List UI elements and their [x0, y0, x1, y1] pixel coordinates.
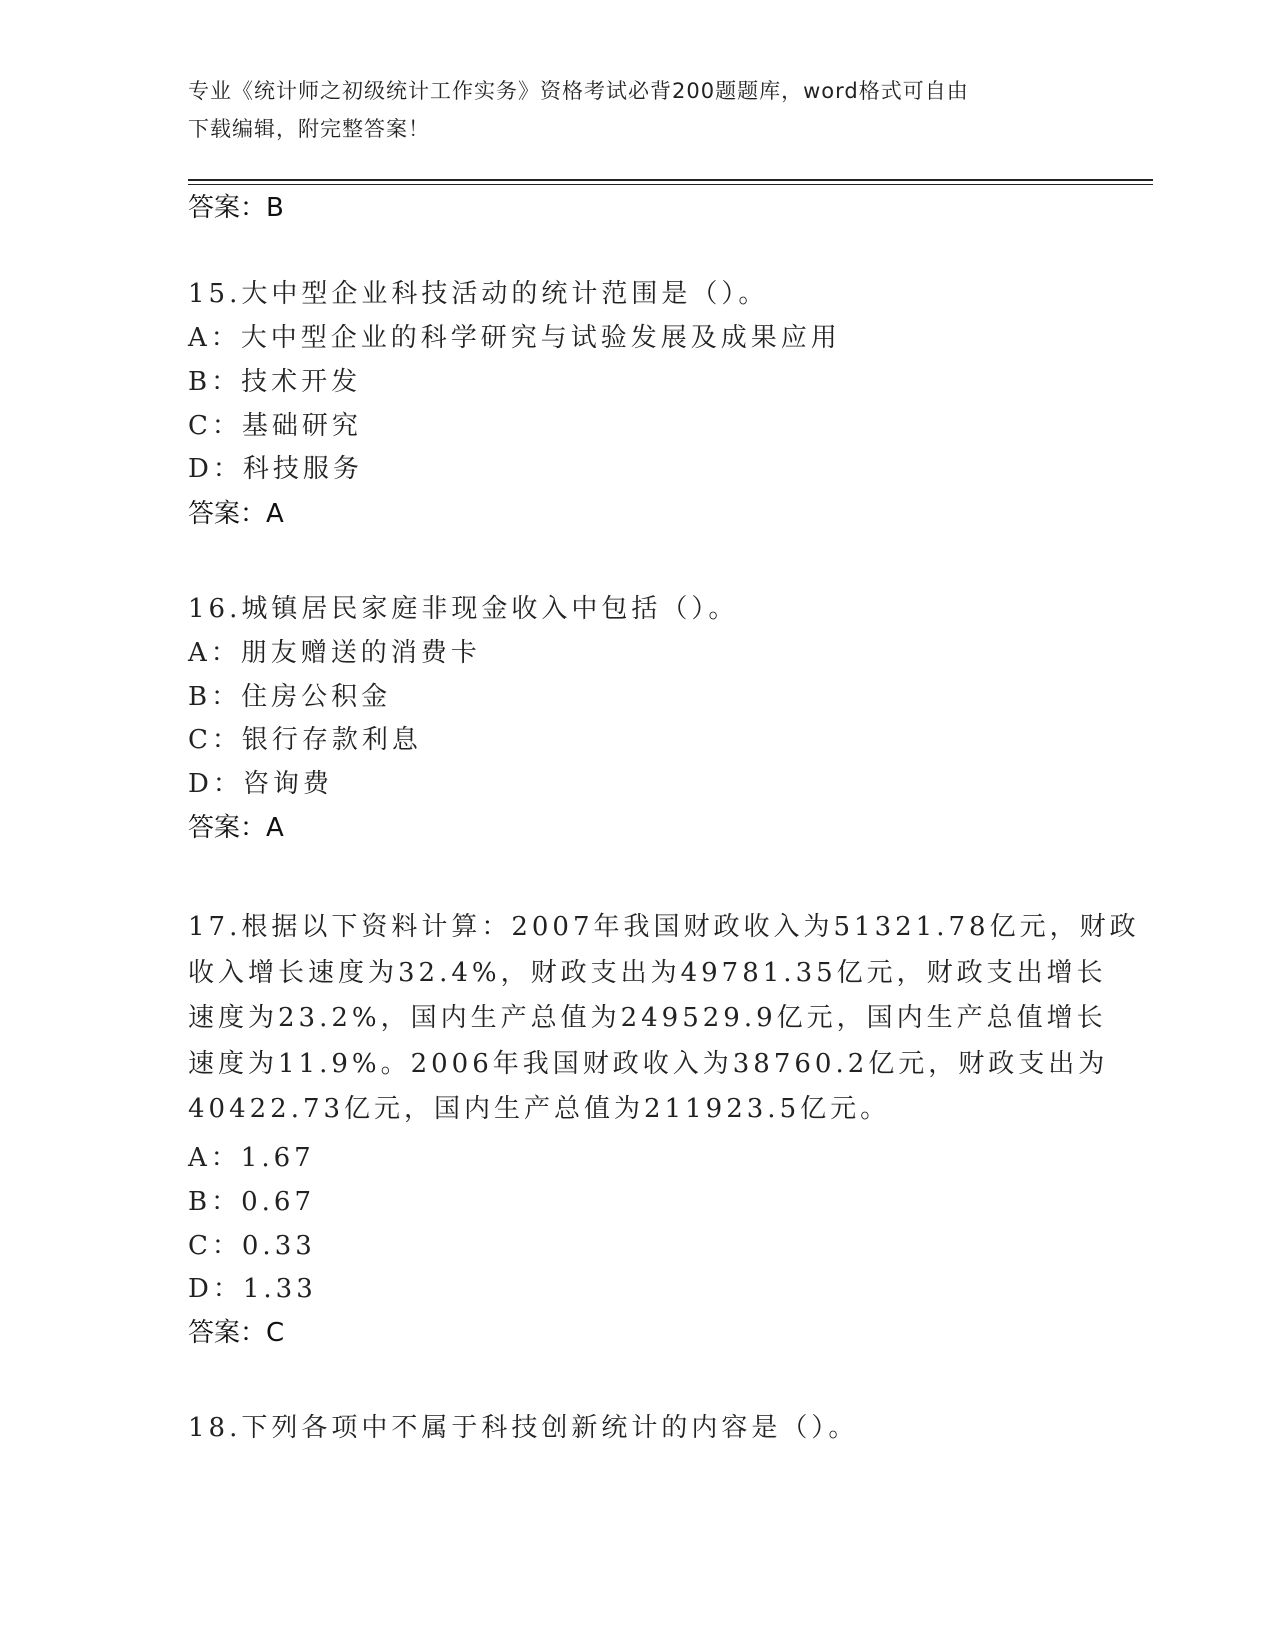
question-16-stem: 16.城镇居民家庭非现金收入中包括（）。 — [188, 594, 739, 624]
answer-previous: 答案：B — [188, 193, 284, 223]
question-16-option-c: C：银行存款利息 — [188, 725, 422, 755]
question-17-stem-line-1: 17.根据以下资料计算：2007年我国财政收入为51321.78亿元，财政 — [188, 912, 1140, 942]
question-17-stem-line-4: 速度为11.9%。2006年我国财政收入为38760.2亿元，财政支出为 — [188, 1048, 1109, 1079]
question-17-stem — [188, 905, 1140, 1133]
question-15-stem: 15.大中型企业科技活动的统计范围是（）。 — [188, 279, 769, 309]
header-divider-thick — [188, 179, 1153, 181]
question-15-answer: 答案：A — [188, 499, 284, 529]
header-divider-thin — [188, 184, 1153, 185]
question-16-option-d: D：咨询费 — [188, 769, 333, 799]
document-header — [188, 72, 1088, 148]
question-17-stem-line-2: 收入增长速度为32.4%，财政支出为49781.35亿元，财政支出增长 — [188, 957, 1107, 988]
question-16-option-a: A：朋友赠送的消费卡 — [188, 638, 481, 668]
question-18-stem: 18.下列各项中不属于科技创新统计的内容是（）。 — [188, 1413, 859, 1443]
header-line-2: 下载编辑，附完整答案！ — [188, 117, 430, 141]
question-15-option-b: B：技术开发 — [188, 367, 362, 397]
question-15-option-a: A：大中型企业的科学研究与试验发展及成果应用 — [188, 323, 841, 353]
question-15-option-c: C：基础研究 — [188, 411, 362, 441]
question-16-option-b: B：住房公积金 — [188, 682, 392, 712]
header-line-1: 专业《统计师之初级统计工作实务》资格考试必背200题题库，word格式可自由 — [188, 79, 969, 103]
question-17-option-b: B：0.67 — [188, 1187, 315, 1217]
question-17-option-d: D：1.33 — [188, 1274, 317, 1304]
question-17-stem-line-3: 速度为23.2%，国内生产总值为249529.9亿元，国内生产总值增长 — [188, 1003, 1107, 1033]
question-17-option-a: A：1.67 — [188, 1143, 315, 1173]
question-17-stem-line-5: 40422.73亿元，国内生产总值为211923.5亿元。 — [188, 1094, 891, 1124]
question-15-option-d: D：科技服务 — [188, 454, 363, 484]
question-17-option-c: C：0.33 — [188, 1231, 316, 1261]
question-17-answer: 答案：C — [188, 1318, 285, 1348]
question-16-answer: 答案：A — [188, 813, 284, 843]
